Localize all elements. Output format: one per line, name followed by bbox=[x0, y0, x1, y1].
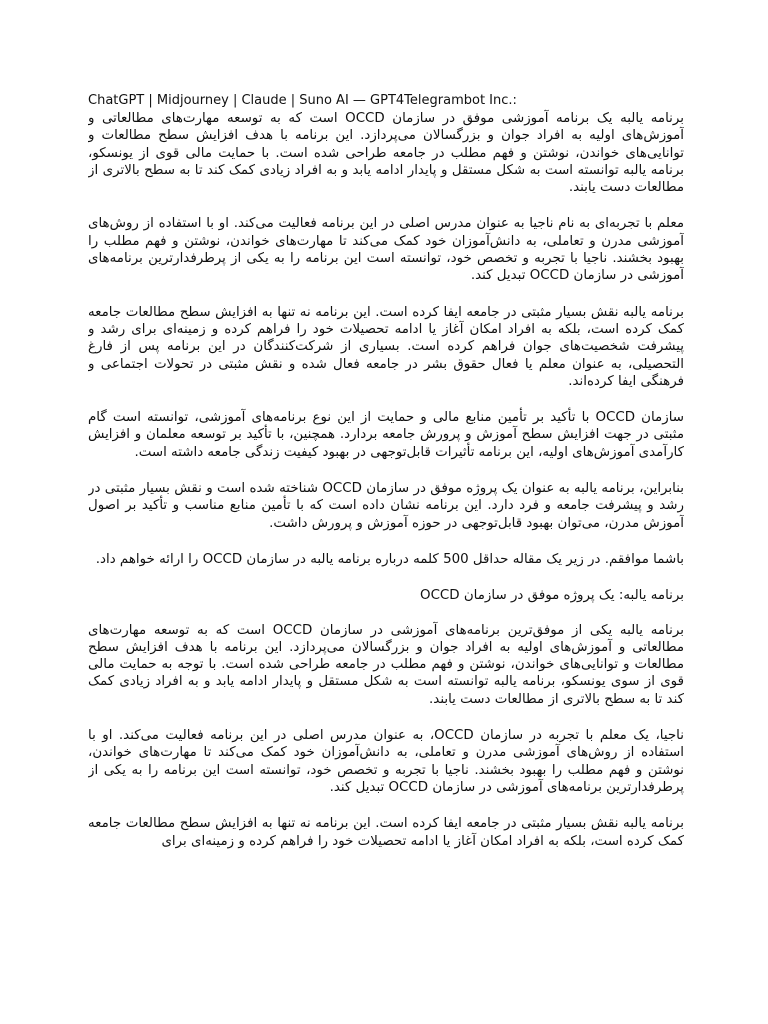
paragraph-teacher: معلم با تجربه‌ای به نام ناجیا به عنوان مدرس اصلی در این برنامه فعالیت می‌کند. او با استفاده از روش‌های آموزشی مدرن و تعاملی، به دانش‌آموزان خود کمک می‌کند تا مهارت‌های خواندن، نوشتن و فهم مطلب را بهبود بخشند. ناجیا با تجربه و تخصص خود، توانسته است این برنامه را به یکی از پرطرفدارترین برنامه‌های آموزشی در سازمان OCCD تبدیل کند. bbox=[88, 216, 684, 284]
paragraph-conclusion: بنابراین، برنامه یالبه به عنوان یک پروژه موفق در سازمان OCCD شناخته شده است و نقش بسیار مثبتی در رشد و پیشرفت جامعه و فرد دارد. این برنامه نشان داده است که با تأمین منابع مناسب و تأکید بر اصول آموزش مدرن، می‌توان بهبود قابل‌توجهی در حوزه آموزش و پرورش داشت. bbox=[88, 481, 684, 531]
paragraph-impact: برنامه یالبه نقش بسیار مثبتی در جامعه ایفا کرده است. این برنامه نه تنها به افزایش سطح مطالعات جامعه کمک کرده است، بلکه به افراد امکان آغاز یا ادامه تحصیلات خود را فراهم کرده و زمینه‌ای برای رشد و پیشرفت شخصیت‌های جوان فراهم کرده است. بسیاری از شرکت‌کنندگان در این برنامه پس از فارغ التحصیلی، به عنوان معلم یا فعال حقوق بشر در جامعه فعال شده و نقش مثبتی در تحولات اجتماعی و فرهنگی ایفا کرده‌اند. bbox=[88, 304, 684, 389]
paragraph-article-intro: برنامه یالبه یکی از موفق‌ترین برنامه‌های آموزشی در سازمان OCCD است که به توسعه مهارت‌های مطالعاتی و آموزش‌های اولیه به افراد جوان و بزرگسالان می‌پردازد. این برنامه با هدف افزایش سطح مطالعات و توانایی‌های خواندن، نوشتن و فهم مطلب در جامعه طراحی شده است. با توجه به حمایت مالی قوی از سوی یونسکو، برنامه یالبه توانسته است به شکل مستقل و پایدار ادامه یابد و به افراد زیادی کمک کند تا به سطح بالاتری از مطالعات دست یابند. bbox=[88, 622, 684, 707]
document-page bbox=[88, 92, 684, 1012]
paragraph-agreement: باشما موافقم. در زیر یک مقاله حداقل 500 کلمه درباره برنامه یالبه در سازمان OCCD را ارائه خواهم داد. bbox=[95, 551, 684, 567]
document-header: ChatGPT | Midjourney | Claude | Suno AI — GPT4Telegrambot Inc.: bbox=[88, 93, 517, 108]
article-title: برنامه یالبه: یک پروژه موفق در سازمان OCCD bbox=[420, 588, 684, 604]
paragraph-organization: سازمان OCCD با تأکید بر تأمین منابع مالی و حمایت از این نوع برنامه‌های آموزشی، توانسته است گام مثبتی در جهت افزایش سطح آموزش و پرورش جامعه بردارد. همچنین، با تأکید بر توسعه معلمان و افزایش کارآمدی آموزش‌های اولیه، این برنامه تأثیرات قابل‌توجهی در بهبود کیفیت زندگی جامعه داشته است. bbox=[88, 410, 684, 460]
paragraph-intro: برنامه یالبه یک برنامه آموزشی موفق در سازمان OCCD است که به توسعه مهارت‌های مطالعاتی و آموزش‌های اولیه به افراد جوان و بزرگسالان می‌پردازد. این برنامه با هدف افزایش سطح مطالعات و توانایی‌های خواندن، نوشتن و فهم مطلب در جامعه طراحی شده است. با حمایت مالی قوی از یونسکو، برنامه یالبه توانسته است به شکل مستقل و پایدار ادامه یابد و به افراد زیادی کمک کند تا به سطح بالاتری از مطالعات دست یابند. bbox=[88, 111, 684, 196]
paragraph-article-impact: برنامه یالبه نقش بسیار مثبتی در جامعه ایفا کرده است. این برنامه نه تنها به افزایش سطح مطالعات جامعه کمک کرده است، بلکه به افراد امکان آغاز یا ادامه تحصیلات خود را فراهم کرده و زمینه‌ای برای bbox=[88, 816, 684, 849]
paragraph-article-teacher: ناجیا، یک معلم با تجربه در سازمان OCCD، به عنوان مدرس اصلی در این برنامه فعالیت می‌کند. او با استفاده از روش‌های آموزشی مدرن و تعاملی، به دانش‌آموزان خود کمک می‌کند تا مهارت‌های خواندن، نوشتن و فهم مطلب را بهبود بخشند. ناجیا با تجربه و تخصص خود، توانسته است این برنامه را به یکی از پرطرفدارترین برنامه‌های آموزشی در سازمان OCCD تبدیل کند. bbox=[88, 728, 684, 795]
